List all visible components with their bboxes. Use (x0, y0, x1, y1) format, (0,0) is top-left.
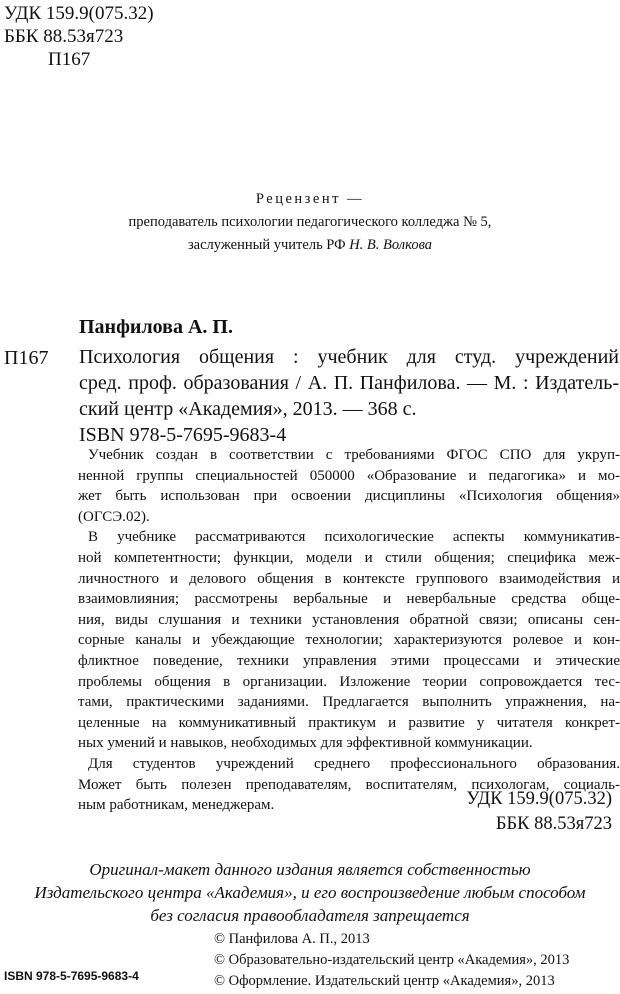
annotation-line: Для студентов учреждений среднего профессионального образования. (88, 755, 620, 772)
classification-codes (466, 787, 612, 837)
udk-code-top: УДК 159.9(075.32) (4, 3, 154, 24)
annotation-line: личностного и делового общения в контексте группового взаимодействия и (78, 570, 620, 587)
bbk-code: ББК 88.53я723 (495, 814, 612, 834)
annotation-line: Учебник создан в соответствии с требованиями ФГОС СПО для укруп- (88, 447, 620, 463)
reviewer-position: заслуженный учитель РФ (187, 237, 346, 253)
annotation-line: ным работникам, менеджерам. (78, 797, 275, 814)
entry-line: ский центр «Академия», 2013. — 368 с. (79, 398, 417, 420)
annotation-line: проблемы общения в организации. Изложение теории сопровождается тес- (78, 673, 620, 690)
annotation (78, 445, 620, 816)
annotation-line: жет быть использован при освоении дисциплины «Психология общения» (78, 488, 620, 505)
annotation-line: ной компетентности; функции, модели и стили общения; специфика меж- (78, 549, 620, 566)
notice-line: Издательского центра «Академия», и его воспроизведение любым способом (34, 883, 586, 902)
bbk-code-top: ББК 88.53я723 (4, 26, 124, 47)
annotation-line: взаимовлияния; рассмотрены вербальные и невербальные средства обще- (78, 591, 620, 608)
entry-description (79, 344, 619, 448)
copyright-line: © Образовательно-издательский центр «Академия», 2013 (214, 952, 570, 968)
notice-line: без согласия правообладателя запрещается (150, 906, 470, 925)
entry-isbn: ISBN 978-5-7695-9683-4 (79, 424, 287, 446)
annotation-line: тами, практическими заданиями. Предлагается выполнить упражнения, на- (78, 694, 620, 711)
reviewer-name: Н. В. Волкова (349, 237, 433, 253)
reviewer-line-1: преподаватель психологии педагогического колледжа № 5, (128, 214, 492, 230)
notice-line: Оригинал-макет данного издания является собственностью (89, 860, 531, 879)
annotation-line: ных умений и навыков, необходимых для эффективной коммуникации. (78, 735, 533, 752)
annotation-line: Может быть полезен преподавателям, воспитателям, психологам, социаль- (78, 776, 620, 793)
copyright-notice (0, 858, 620, 927)
entry-author-mark: П167 (4, 347, 49, 369)
udk-code: УДК 159.9(075.32) (466, 789, 612, 809)
reviewer-line-2 (0, 234, 620, 257)
entry-line: Психология общения : учебник для студ. учреждений (79, 346, 619, 368)
entry-line: сред. проф. образования / А. П. Панфилова. — М. : Издатель- (79, 372, 619, 394)
annotation-line: (ОГСЭ.02). (78, 508, 150, 525)
author-mark-top: П167 (48, 49, 91, 70)
annotation-line: В учебнике рассматриваются психологические аспекты коммуникатив- (88, 529, 620, 546)
copyright-block (214, 929, 569, 992)
annotation-line: ния, виды слушания и техники установления обратной связи; описаны сен- (78, 611, 620, 628)
copyright-line: © Панфилова А. П., 2013 (214, 931, 370, 947)
annotation-line: сорные каналы и убеждающие технологии; характеризуются ролевое и кон- (78, 632, 620, 649)
isbn-bottom: ISBN 978-5-7695-9683-4 (4, 969, 139, 983)
reviewer-title: Рецензент — (255, 191, 365, 207)
annotation-line: целенные на коммуникативный практикум и развитие у читателя конкрет- (78, 714, 620, 731)
annotation-line: ненной группы специальностей 050000 «Образование и педагогика» и мо- (78, 467, 620, 484)
annotation-line: фликтное поведение, техники управления этими процессами и этические (78, 652, 620, 669)
copyright-line: © Оформление. Издательский центр «Академия», 2013 (214, 973, 555, 989)
entry-author: Панфилова А. П. (79, 316, 233, 338)
